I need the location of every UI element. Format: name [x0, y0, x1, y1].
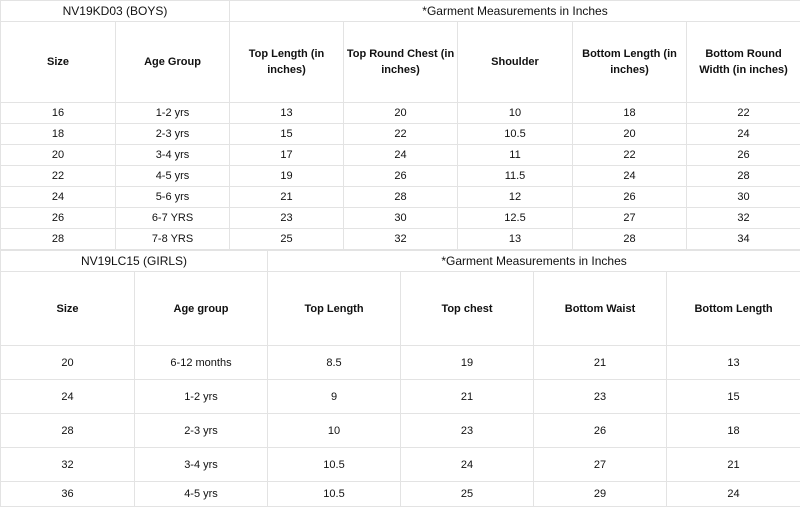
table-cell: 20 [1, 346, 135, 380]
table-row [1, 380, 800, 414]
table-cell: 26 [1, 208, 116, 229]
table-cell: 30 [344, 208, 458, 229]
table-cell: 28 [573, 229, 687, 250]
table-cell: 19 [401, 346, 534, 380]
table-cell: 27 [573, 208, 687, 229]
column-header: Top Length (in inches) [230, 22, 344, 103]
column-header: Top Length [268, 272, 401, 346]
table-cell: 8.5 [268, 346, 401, 380]
column-header: Shoulder [458, 22, 573, 103]
table-cell: 21 [534, 346, 667, 380]
table-cell: 18 [1, 124, 116, 145]
table-row [1, 187, 800, 208]
table-cell: 24 [667, 482, 800, 507]
boys-header-row [1, 22, 800, 103]
table-cell: 30 [687, 187, 800, 208]
table-cell: 26 [344, 166, 458, 187]
table-cell: 24 [573, 166, 687, 187]
table-cell: 27 [534, 448, 667, 482]
column-header: Age group [135, 272, 268, 346]
table-cell: 24 [401, 448, 534, 482]
table-row [1, 166, 800, 187]
table-cell: 13 [458, 229, 573, 250]
table-cell: 20 [573, 124, 687, 145]
table-row [1, 414, 800, 448]
column-header: Age Group [116, 22, 230, 103]
table-cell: 1-2 yrs [116, 103, 230, 124]
table-cell: 12 [458, 187, 573, 208]
table-cell: 24 [1, 187, 116, 208]
table-cell: 6-7 YRS [116, 208, 230, 229]
table-cell: 24 [687, 124, 800, 145]
table-cell: 15 [667, 380, 800, 414]
table-cell: 2-3 yrs [116, 124, 230, 145]
table-cell: 6-12 months [135, 346, 268, 380]
table-cell: 21 [230, 187, 344, 208]
table-row [1, 208, 800, 229]
table-cell: 19 [230, 166, 344, 187]
table-cell: 26 [534, 414, 667, 448]
table-cell: 23 [534, 380, 667, 414]
table-cell: 15 [230, 124, 344, 145]
table-cell: 25 [401, 482, 534, 507]
table-cell: 20 [344, 103, 458, 124]
table-row [1, 346, 800, 380]
table-cell: 22 [573, 145, 687, 166]
table-cell: 5-6 yrs [116, 187, 230, 208]
table-cell: 32 [344, 229, 458, 250]
column-header: Size [1, 272, 135, 346]
table-cell: 10.5 [268, 482, 401, 507]
table-cell: 36 [1, 482, 135, 507]
table-cell: 20 [1, 145, 116, 166]
table-row [1, 448, 800, 482]
table-cell: 10.5 [458, 124, 573, 145]
table-cell: 11 [458, 145, 573, 166]
table-cell: 32 [687, 208, 800, 229]
boys-size-table [0, 0, 800, 250]
table-cell: 29 [534, 482, 667, 507]
table-row [1, 229, 800, 250]
table-cell: 23 [230, 208, 344, 229]
table-cell: 18 [667, 414, 800, 448]
table-cell: 2-3 yrs [135, 414, 268, 448]
column-header: Top Round Chest (in inches) [344, 22, 458, 103]
table-cell: 28 [1, 229, 116, 250]
column-header: Bottom Length (in inches) [573, 22, 687, 103]
table-row [1, 145, 800, 166]
table-cell: 13 [667, 346, 800, 380]
girls-size-table [0, 250, 800, 507]
boys-style-code: NV19KD03 (BOYS) [1, 1, 230, 22]
column-header: Bottom Round Width (in inches) [687, 22, 800, 103]
table-cell: 34 [687, 229, 800, 250]
column-header: Top chest [401, 272, 534, 346]
table-cell: 10 [458, 103, 573, 124]
table-cell: 21 [667, 448, 800, 482]
table-cell: 18 [573, 103, 687, 124]
table-cell: 4-5 yrs [116, 166, 230, 187]
girls-style-code: NV19LC15 (GIRLS) [1, 251, 268, 272]
table-cell: 11.5 [458, 166, 573, 187]
table-cell: 12.5 [458, 208, 573, 229]
table-cell: 26 [573, 187, 687, 208]
table-cell: 10 [268, 414, 401, 448]
column-header: Bottom Length [667, 272, 800, 346]
girls-title-row [1, 251, 800, 272]
column-header: Size [1, 22, 116, 103]
table-cell: 22 [1, 166, 116, 187]
table-cell: 7-8 YRS [116, 229, 230, 250]
table-cell: 16 [1, 103, 116, 124]
boys-measurement-note: *Garment Measurements in Inches [230, 1, 800, 22]
table-cell: 9 [268, 380, 401, 414]
table-row [1, 482, 800, 507]
table-row [1, 124, 800, 145]
table-cell: 21 [401, 380, 534, 414]
table-cell: 28 [687, 166, 800, 187]
table-row [1, 103, 800, 124]
table-cell: 4-5 yrs [135, 482, 268, 507]
table-cell: 22 [344, 124, 458, 145]
table-cell: 28 [344, 187, 458, 208]
boys-title-row [1, 1, 800, 22]
table-cell: 17 [230, 145, 344, 166]
table-cell: 25 [230, 229, 344, 250]
table-cell: 26 [687, 145, 800, 166]
table-cell: 3-4 yrs [135, 448, 268, 482]
girls-header-row [1, 272, 800, 346]
table-cell: 13 [230, 103, 344, 124]
table-cell: 22 [687, 103, 800, 124]
table-cell: 24 [344, 145, 458, 166]
column-header: Bottom Waist [534, 272, 667, 346]
table-cell: 28 [1, 414, 135, 448]
table-cell: 1-2 yrs [135, 380, 268, 414]
girls-measurement-note: *Garment Measurements in Inches [268, 251, 800, 272]
table-cell: 10.5 [268, 448, 401, 482]
table-cell: 23 [401, 414, 534, 448]
table-cell: 24 [1, 380, 135, 414]
table-cell: 32 [1, 448, 135, 482]
table-cell: 3-4 yrs [116, 145, 230, 166]
